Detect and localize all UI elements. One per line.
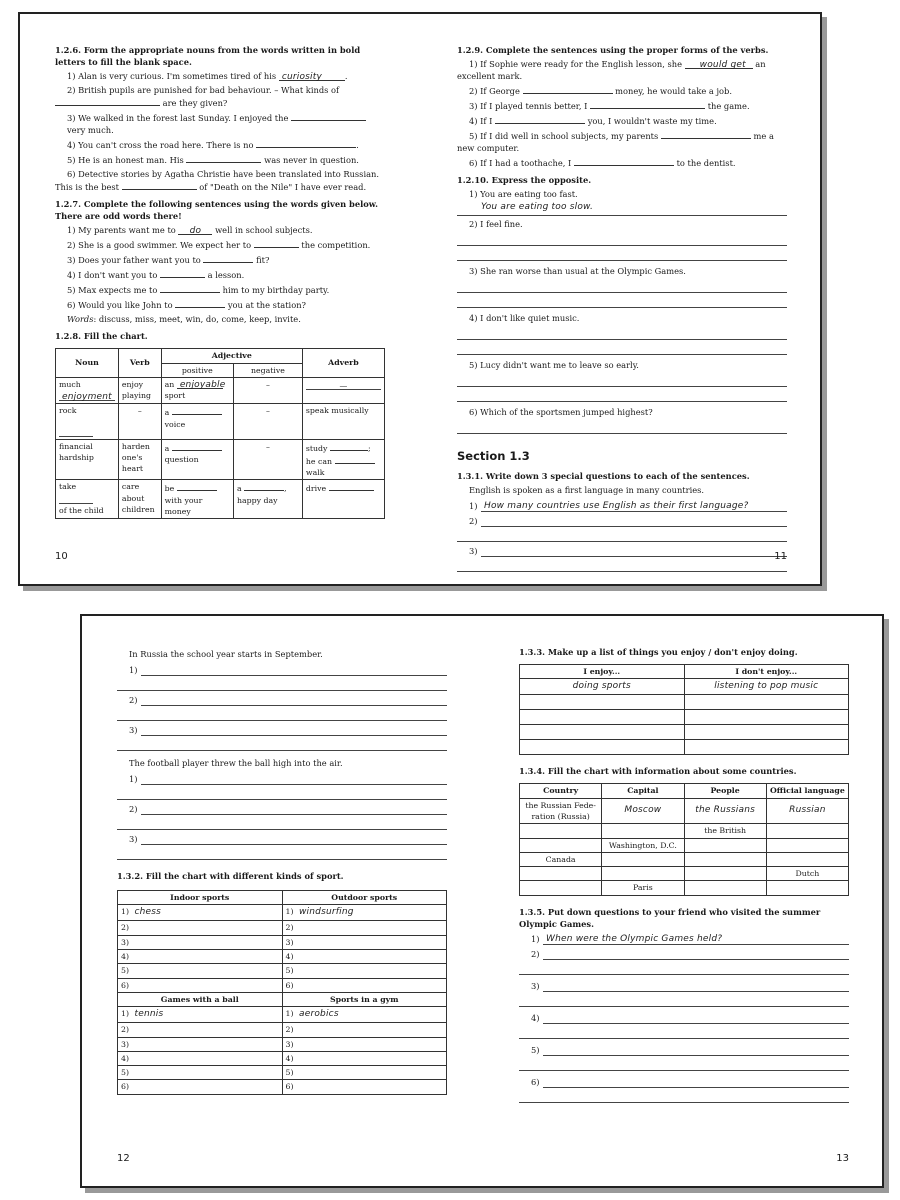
task-1-2-6-title: 1.2.6. Form the appropriate nouns from the words written in bold letters to fill the blank space. (55, 45, 361, 68)
answer-field[interactable]: curiosity (279, 71, 345, 81)
sentence-1: In Russia the school year starts in September. (129, 649, 323, 659)
answer-line[interactable]: 3) (129, 721, 447, 736)
answer-field[interactable] (203, 253, 253, 263)
answer-line[interactable] (457, 325, 787, 340)
answer-line[interactable]: 2) (129, 800, 447, 815)
q-1-2-7-5: 5) Max expects me to him to my birthday party. (67, 285, 330, 296)
answer-field[interactable] (574, 156, 674, 166)
col-indoor: Indoor sports (118, 891, 283, 905)
col-verb: Verb (118, 349, 161, 378)
col-adverb: Adverb (302, 349, 384, 378)
q-1-2-7-4: 4) I don't want you to a lesson. (67, 270, 245, 281)
table-row (520, 710, 849, 725)
answer-field[interactable] (254, 238, 299, 248)
answer-line[interactable] (519, 992, 849, 1007)
answer-line[interactable]: 2) (469, 512, 787, 527)
table-row (520, 695, 849, 710)
sentence-1-3-1: English is spoken as a first language in many countries. (469, 484, 705, 495)
answer-line[interactable] (117, 736, 447, 751)
q-1-2-6-6: 6) Detective stories by Agatha Christie have been translated into Russian. This is the best of "Death on the Nile" I have ever read. (55, 169, 380, 193)
q-1-2-6-3: 3) We walked in the forest last Sunday. I enjoyed the very much. (67, 111, 385, 136)
answer-field[interactable] (160, 268, 205, 278)
page-number: 12 (117, 1153, 130, 1164)
task-1-3-3-title: 1.3.3. Make up a list of things you enjoy / don't enjoy doing. (519, 647, 798, 657)
page-13 (482, 616, 882, 1186)
task-1-2-9-title: 1.2.9. Complete the sentences using the proper forms of the verbs. (457, 45, 769, 55)
q-1-2-10-5: 5) Lucy didn't want me to leave so early. (469, 360, 639, 371)
col-adjective: Adjective (161, 349, 302, 363)
answer-field[interactable] (244, 481, 284, 491)
answer-line[interactable]: 3) (531, 977, 849, 992)
table-row: rock – a voice – speak musically (56, 404, 385, 439)
answer-line[interactable]: 6) (531, 1073, 849, 1088)
table-row: 5) 5) (118, 964, 447, 978)
table-row: 1) tennis 1) aerobics (118, 1007, 447, 1023)
answer-line[interactable] (117, 815, 447, 830)
word-forms-chart (55, 348, 385, 519)
answer-field[interactable] (661, 129, 751, 139)
answer-line[interactable] (457, 372, 787, 387)
table-row: 2) 2) (118, 921, 447, 935)
task-1-3-5-title: 1.3.5. Put down questions to your friend who visited the summer Olympic Games. (519, 906, 821, 929)
q-1-2-10-2: 2) I feel fine. (469, 219, 523, 230)
answer-line[interactable] (519, 960, 849, 975)
col-enjoy: I enjoy... (520, 665, 685, 679)
answer-line[interactable] (457, 419, 787, 434)
answer-field[interactable] (55, 96, 160, 106)
col-gym-sports: Sports in a gym (282, 992, 447, 1006)
task-1-2-10-title: 1.2.10. Express the opposite. (457, 175, 592, 186)
q-1-2-7-2: 2) She is a good swimmer. We expect her to the competition. (67, 240, 371, 251)
q-1-2-7-6: 6) Would you like John to you at the station? (67, 300, 306, 311)
col-outdoor: Outdoor sports (282, 891, 447, 905)
table-row: 6) 6) (118, 1080, 447, 1094)
q-1-2-9-5: 5) If I did well in school subjects, my parents me a new computer. (457, 131, 774, 154)
q-1-2-10-3: 3) She ran worse than usual at the Olympic Games. (469, 266, 686, 277)
q-1-2-9-6: 6) If I had a toothache, I to the dentist. (469, 158, 736, 169)
answer-line[interactable] (457, 340, 787, 355)
table-row: 3) 3) (118, 1037, 447, 1051)
answer-field[interactable] (590, 99, 705, 109)
answer-line[interactable] (519, 1024, 849, 1039)
answer-field[interactable] (177, 481, 217, 491)
answer-field[interactable]: do (178, 225, 212, 235)
page-number: 10 (55, 551, 68, 562)
sentence-2: The football player threw the ball high into the air. (129, 758, 343, 769)
answer-field[interactable] (59, 427, 93, 437)
sports-chart (117, 890, 447, 1095)
col-people: People (684, 784, 766, 798)
col-dont-enjoy: I don't enjoy... (684, 665, 849, 679)
table-row: 4) 4) (118, 949, 447, 963)
answer-field[interactable]: enjoyable (177, 379, 223, 389)
table-row: Paris (520, 881, 849, 895)
answer-field[interactable] (495, 114, 585, 124)
table-row: Washington, D.C. (520, 838, 849, 852)
answer-line[interactable] (117, 706, 447, 721)
answer-field[interactable] (172, 441, 222, 451)
answer-field[interactable] (160, 283, 220, 293)
answer-line[interactable]: 2) (531, 945, 849, 960)
spread-pages-12-13 (80, 614, 884, 1188)
page-10 (20, 14, 420, 584)
page-13-content (519, 646, 849, 1103)
spread-pages-10-11 (18, 12, 822, 586)
answer-line[interactable] (117, 676, 447, 691)
answer-line[interactable]: 2) (129, 691, 447, 706)
q-1-2-9-2: 2) If George money, he would take a job. (469, 86, 733, 97)
page-10-content (55, 44, 385, 519)
table-row: 3) 3) (118, 935, 447, 949)
q-1-2-6-4: 4) You can't cross the road here. There is no . (67, 140, 359, 151)
answer-field[interactable] (523, 84, 613, 94)
page-number: 13 (836, 1153, 849, 1164)
page-number: 11 (774, 551, 787, 562)
task-1-3-1-title: 1.3.1. Write down 3 special questions to each of the sentences. (457, 470, 750, 481)
answer-field[interactable] (335, 454, 375, 464)
answer-field[interactable]: enjoyment (59, 391, 115, 401)
answer-field[interactable] (330, 441, 368, 451)
col-positive: positive (161, 363, 233, 377)
page-12 (82, 616, 482, 1186)
q-1-2-10-6: 6) Which of the sportsmen jumped highest? (469, 407, 653, 418)
countries-chart (519, 783, 849, 895)
q-1-2-9-1: 1) If Sophie were ready for the English lesson, she would get an excellent mark. (457, 59, 766, 82)
answer-line[interactable]: 4) (531, 1009, 849, 1024)
answer-line[interactable]: 3) (129, 830, 447, 845)
answer-line[interactable]: 5) (531, 1041, 849, 1056)
table-row: 2) 2) (118, 1023, 447, 1037)
page-12-content (117, 646, 447, 1095)
q-1-2-7-1: 1) My parents want me to do well in school subjects. (67, 225, 313, 237)
answer-field[interactable]: — (306, 380, 381, 390)
page-11 (420, 14, 820, 584)
answer-line[interactable] (457, 246, 787, 261)
table-row (520, 725, 849, 740)
word-bank: Words: discuss, miss, meet, win, do, come, keep, invite. (67, 314, 301, 325)
answer-line[interactable] (519, 1056, 849, 1071)
answer-field[interactable]: would get (685, 59, 753, 69)
page-11-content (457, 44, 787, 572)
answer-line[interactable]: 1) (129, 661, 447, 676)
table-row: 4) 4) (118, 1051, 447, 1065)
answer-line[interactable] (457, 557, 787, 572)
table-row: the British (520, 824, 849, 838)
table-row: 6) 6) (118, 978, 447, 992)
answer-line[interactable] (457, 293, 787, 308)
answer-line[interactable] (117, 845, 447, 860)
q-1-2-10-4: 4) I don't like quiet music. (469, 313, 580, 324)
answer-line[interactable]: 3) (469, 542, 787, 557)
table-row: 5) 5) (118, 1066, 447, 1080)
col-negative: negative (233, 363, 302, 377)
enjoy-chart (519, 664, 849, 755)
table-row: take of the child care about children be with your money a , happy day drive (56, 480, 385, 519)
answer-line[interactable] (457, 278, 787, 293)
answer-line[interactable]: 1) How many countries use English as their first language? (469, 497, 787, 512)
answer-field[interactable] (186, 153, 261, 163)
answer-field[interactable] (175, 298, 225, 308)
table-row: Dutch (520, 867, 849, 881)
answer-line[interactable] (117, 785, 447, 800)
table-row: doing sports listening to pop music (520, 679, 849, 695)
task-1-3-2-title: 1.3.2. Fill the chart with different kinds of sport. (117, 871, 344, 882)
answer-line[interactable] (457, 231, 787, 246)
col-ball-games: Games with a ball (118, 992, 283, 1006)
answer-line[interactable] (519, 1088, 849, 1103)
col-country: Country (520, 784, 602, 798)
table-row (520, 740, 849, 755)
answer-field[interactable] (172, 405, 222, 415)
q-1-2-10-1: 1) You are eating too fast. (469, 189, 578, 200)
answer-field[interactable] (256, 138, 356, 148)
table-row: Canada (520, 852, 849, 866)
col-noun: Noun (56, 349, 119, 378)
q-1-2-9-4: 4) If I you, I wouldn't waste my time. (469, 116, 717, 127)
task-1-2-7-title: 1.2.7. Complete the following sentences using the words given below. There are odd words there! (55, 199, 378, 222)
answer-line[interactable]: 1) (129, 770, 447, 785)
answer-line[interactable] (457, 387, 787, 402)
table-row: the Russian Fede-ration (Russia) Moscow the Russians Russian (520, 798, 849, 824)
task-1-3-4-title: 1.3.4. Fill the chart with information about some countries. (519, 766, 797, 777)
table-row: much enjoyment enjoy playing an enjoyable sport – — (56, 377, 385, 403)
col-capital: Capital (602, 784, 684, 798)
col-language: Official language (766, 784, 848, 798)
answer-line[interactable]: 1) When were the Olympic Games held? (531, 930, 849, 945)
q-1-2-6-1: 1) Alan is very curious. I'm sometimes tired of his curiosity . (67, 71, 348, 83)
answer-line[interactable] (457, 527, 787, 542)
answer-field[interactable] (329, 481, 374, 491)
task-1-2-8-title: 1.2.8. Fill the chart. (55, 331, 148, 342)
table-row: 1) chess 1) windsurfing (118, 905, 447, 921)
section-heading: Section 1.3 (457, 449, 530, 464)
answer-field[interactable] (291, 111, 366, 121)
q-1-2-9-3: 3) If I played tennis better, I the game. (469, 101, 750, 112)
answer-field[interactable] (122, 180, 197, 190)
q-1-2-7-3: 3) Does your father want you to fit? (67, 255, 270, 266)
answer-field[interactable] (59, 494, 93, 504)
table-row: financial hardship harden one's heart a question – study ; he can walk (56, 439, 385, 480)
q-1-2-6-5: 5) He is an honest man. His was never in question. (67, 155, 359, 166)
answer-line[interactable]: You are eating too slow. (457, 201, 787, 216)
q-1-2-6-2: 2) British pupils are punished for bad behaviour. – What kinds of are they given? (67, 84, 385, 109)
